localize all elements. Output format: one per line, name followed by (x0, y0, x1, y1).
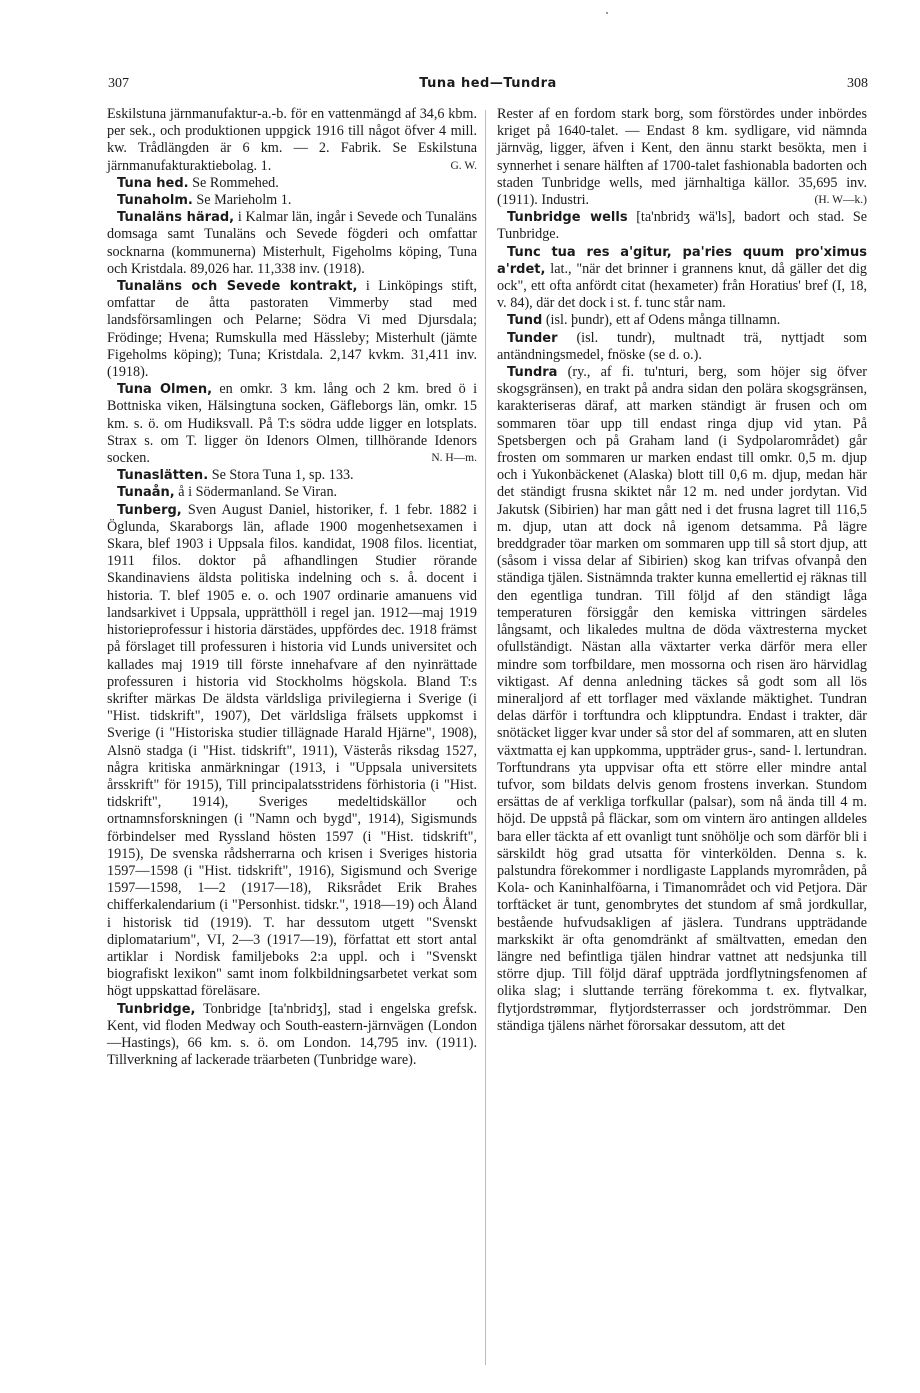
entry-headword: Tunder (507, 330, 558, 346)
right-column (497, 106, 867, 1035)
left-page-number: 307 (108, 76, 129, 91)
entry-headword: Tunbridge, (117, 1001, 196, 1017)
dictionary-entry (497, 364, 867, 1035)
dictionary-entry (497, 312, 867, 329)
dictionary-entry (107, 467, 477, 484)
entry-headword: Tunaholm. (117, 193, 193, 209)
entry-text: Sven August Daniel, historiker, f. 1 febr. 1882 i Öglunda, Skaraborgs län, aflade 1900 mogenhetsexamen i Skara, blef 1903 i Uppsala filos. kandidat, 1908 filos. licentiat, 1911 filos. doktor på afhandlingen Studier rörande Skandinaviens äldsta politiska indelning och s. å. docent i historia. T. blef 1905 e. o. och 1907 ordinarie amanuens vid landsarkivet i Uppsala, upprätthöll i regel jan. 1912—maj 1919 historieprofessur i historia därstädes, uppfördes dec. 1918 främst på förslaget till professuren i historia vid Lunds universitet och kallades maj 1919 till förste innehafvare af den nyinrättade professuren i historia vid Stockholms högskola. Bland T:s skrifter märkas De äldsta världsliga privilegierna i Sverige (i "Hist. tidskrift", 1907), Det världsliga frälsets uppkomst i Sverige (i "Historiska studier tillägnade Harald Hjärne", 1908), Alsnö stadga (i "Hist. tidskrift", 1911), Västerås riksdag 1527, några kritiska anmärkningar (1913, i "Uppsala universitets årsskrift" för 1915), Till principalatsstridens förhistoria (i "Hist. tidskrift", 1914), Sveriges medeltidskällor och ortnamnsforskningen (i "Namn och bygd", 1914), Sigismunds förbindelser med Ryssland hösten 1597 (i "Hist. tidskrift", 1915), De svenska rådsherrarna och krisen i Sveriges historia 1597—1598 (i "Hist. tidskrift", 1916), Sigismund och Sverige 1597—1598, 1—2 (1917—18), Riksrådet Erik Brahes chifferkalendarium (i "Personhist. tidskr.", 1918—19) och Åland i historisk tid (1919). T. har dessutom utgett "Svenskt diplomatarium", VI, 2—3 (1917—19), författat ett stort antal artiklar i Nordisk familjeboks 2:a uppl. och i "Svenskt biografiskt lexikon" samt inom folkbildningsarbetet verkat som högt uppskattad föreläsare. (107, 501, 477, 1000)
author-signature: (H. W—k.) (814, 194, 867, 207)
entry-headword: Tunaslätten. (117, 468, 209, 484)
entry-headword: Tunaläns och Sevede kontrakt, (117, 279, 358, 295)
entry-headword: Tunbridge wells (507, 210, 628, 226)
dictionary-entry (107, 278, 477, 381)
entry-headword: Tuna hed. (117, 175, 189, 191)
entry-text: Se Marieholm 1. (196, 192, 292, 209)
author-signature: G. W. (450, 159, 477, 172)
entry-text: Tonbridge [ta'nbridʒ], stad i engelska grefsk. Kent, vid floden Medway och South-eastern-järnvägen (London—Hastings), 66 km. s. ö. om London. 14,795 inv. (1911). Tillverkning af lackerade träarbeten (Tunbridge ware). (107, 1000, 478, 1069)
entry-text: å i Södermanland. Se Viran. (178, 484, 338, 501)
column-divider (485, 110, 486, 1365)
dictionary-entry (107, 381, 477, 467)
entry-headword: Tund (507, 313, 543, 329)
dictionary-entry (107, 1001, 477, 1070)
entry-headword: Tuna Olmen, (117, 382, 213, 398)
dictionary-entry (107, 192, 477, 209)
entry-text: [ta'nbridʒ wä'ls], badort och stad. Se Tunbridge. (497, 209, 868, 243)
entry-text: Se Stora Tuna 1, sp. 133. (211, 467, 354, 484)
entry-text: i Kalmar län, ingår i Sevede och Tunaläns domsaga samt Tunaläns och Sevede fögderi och omfattar socknarna (kommunerna) Misterhult, Figeholms köping, Tuna och Kristdala. 89,026 har. 11,338 inv. (1918). (107, 209, 477, 277)
entry-text: en omkr. 3 km. lång och 2 km. bred ö i Bottniska viken, Hälsingtuna socken, Gäfleborgs län, omkr. 15 km. s. ö. om Hudiksvall. På T:s södra udde ligger en lotsplats. Strax s. om T. ligger ön Idenors Olmen, tillhörande Idenors socken. (107, 381, 478, 467)
entry-text: Rester af en fordom stark borg, som förstördes under inbördes kriget på 1640-talet. — Endast 8 km. sydligare, vid nämnda järnväg, ligger, äfven i Kent, den ännu starkt besökta, men i synnerhet i senare hälften af 1700-talet fashionabla badorten och staden Tunbridge wells, med järnhaltiga källor. 35,695 inv. (1911). Industri. (497, 106, 867, 209)
dictionary-entry (497, 209, 867, 243)
page-header (108, 76, 868, 96)
entry-headword: Tundra (507, 365, 558, 381)
entry-text: (isl. þundr), ett af Odens många tillnamn. (545, 312, 781, 329)
entry-text: Eskilstuna järnmanufaktur-a.-b. för en vattenmängd af 34,6 kbm. per sek., och produktionen uppgick 1916 till något öfver 4 mill. kw. Trådlängden är 6 km. — 2. Fabrik. Se Eskilstuna järnmanufakturaktiebolag. 1. (107, 106, 477, 174)
dictionary-entry (497, 106, 867, 209)
entry-text: lat., "när det brinner i grannens knut, då gäller det dig ock", ett ofta anfördt citat (hexameter) från Horatius' bref (I, 18, v. 84), där det dock i st. f. tunc står nam. (497, 260, 868, 312)
right-page-number: 308 (847, 76, 868, 91)
entry-headword: Tunberg, (117, 502, 182, 518)
entry-text: (ry., af fi. tu'nturi, berg, som höjer sig öfver skogsgränsen), en trakt på andra sidan den polära skogsgränsen, karakteriseras däraf, att marken ständigt är frusen och om sommaren töar upp till endast ringa djup vid ytan. På Spetsbergen och på Graham land (i Sydpolarområdet) går frosten om sommaren ur marken endast till omkr. 0,5 m. djup och i Yukonbäckenet (Alaska) blott till 0,6 m. djup, medan här det ständigt frusna skiktet når 12 m. ned under jordytan. Vid Jakutsk (Sibirien) har man gått ned i det frusna lagret till 116,5 m. djup, utan att dock nå igenom detsamma. På lägre breddgrader töar marken om sommaren upp till så stort djup, att (såsom i vissa delar af Sibirien) skog kan trifvas ofvanpå den ständiga tjälen. Sistnämnda trakter kunna emellertid ej räknas till den egentliga tundran. Till följd af den ständigt låga temperaturen försiggår den kemiska vittringen särdeles långsamt, och likaledes multna de döda växtresterna mycket ofullständigt. Nästan alla växtarter verka därför mera eller mindre som torfbildare, men mossorna och risen äro härvidlag viktigast. Af denna anledning täckes så godt som all lös mineraljord af ett torflager med växlande mäktighet. Tundran delas därför i torftundra och klipptundra. Endast i trakter, där snötäcket ligger kvar under så stor del af sommaren, att en sluten växtmatta ej kan uppkomma, uppträder grus-, sand- l. lertundran. Torftundrans yta uppvisar ofta ett större eller mindre antal tufvor, som bildats delvis genom frostens inverkan. Stundom ersättas de af verkliga torfkullar (palsar), som nå ända till 4 m. höjd. De uppstå på fläckar, som om vintern äro antingen alldeles bara eller täckta af ett ovanligt tunt snöhölje och som därför bli i särskildt hög grad utsatta för vinterkölden. Denna s. k. palstundra förekommer i nordligaste Lapplands myrområden, på Kola- och Kaninhalföarna, i Timanområdet och vid Petjora. Där torftäcket är tunt, genombrytes det stundom af små jordkullar, bestående hufvudsakligen af jäslera. Tundrans uppträdande markskikt är ofta genomdränkt af smältvatten, emedan den längre ned befintliga tjälen hindrar vattnet att nedsjunka till större djup. Till följd däraf uppträda jordflytningsfenomen af olika slag; i sluttande terräng förekomma t. ex. flytvalkar, flytjordstrømmar, flytjordsterrasser och jordströmmar. Den ständiga tjälens närhet förorsakar dessutom, att det (497, 364, 867, 1034)
dictionary-entry (497, 244, 867, 313)
entry-headword: Tunc tua res a'gitur, pa'ries quum pro'ximus a'rdet, (497, 244, 867, 277)
dictionary-entry (107, 484, 477, 501)
entry-text: i Linköpings stift, omfattar de åtta pastoraten Vimmerby stad med landsförsamlingen och Pelarne; Södra Vi med Djursdala; Frödinge; Hvena; Rumskulla med Hässleby; Misterhult (jämte Figeholms köping); Tuna; Kristdala. 2,147 kvkm. 31,411 inv. (1918). (107, 278, 478, 381)
entry-text: Se Rommehed. (192, 174, 279, 191)
dictionary-entry (107, 175, 477, 192)
entry-text: (isl. tundr), multnadt trä, nyttjadt som antändningsmedel, fnöske (se d. o.). (497, 329, 868, 363)
dictionary-entry (107, 209, 477, 278)
print-speck (606, 12, 608, 14)
entry-headword: Tunaån, (117, 485, 175, 501)
dictionary-entry (107, 106, 477, 175)
entry-headword: Tunaläns härad, (117, 210, 235, 226)
author-signature: N. H—m. (431, 452, 477, 465)
running-title: Tuna hed—Tundra (419, 76, 557, 91)
left-column (107, 106, 477, 1069)
dictionary-entry (497, 330, 867, 364)
dictionary-entry (107, 502, 477, 1001)
